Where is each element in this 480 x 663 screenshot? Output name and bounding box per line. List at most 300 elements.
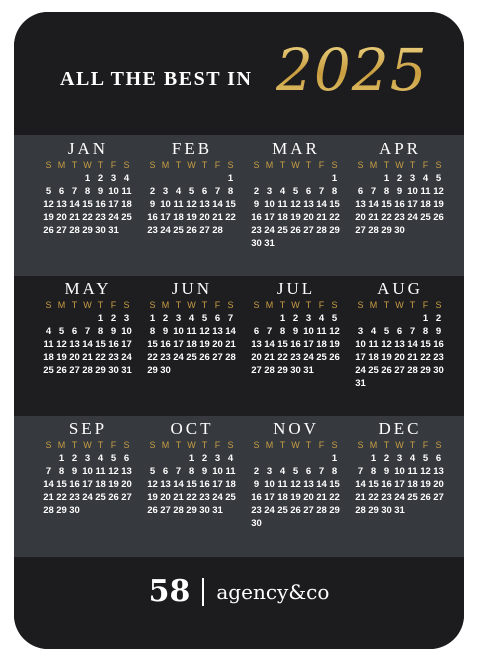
month-name: DEC (378, 419, 422, 438)
day-cell (367, 312, 380, 325)
day-cell (172, 172, 185, 185)
day-cell: 5 (110, 453, 117, 464)
weekday-label: T (71, 300, 78, 310)
day-cell: 27 (433, 492, 444, 503)
day-cell (406, 504, 419, 517)
day-cell: 23 (394, 212, 405, 223)
day-cell: 10 (303, 326, 314, 337)
day-cell: 8 (97, 326, 104, 337)
day-cell: 28 (316, 505, 327, 516)
month-sep (42, 420, 134, 517)
weekday-label: W (291, 160, 300, 170)
day-cell: 5 (45, 186, 52, 197)
day-cell: 18 (277, 212, 288, 223)
day-cell: 28 (225, 352, 236, 363)
day-cell: 6 (162, 466, 169, 477)
day-cell: 30 (290, 365, 301, 376)
day-cell (263, 312, 276, 325)
day-cell: 22 (56, 492, 67, 503)
day-cell: 20 (355, 212, 366, 223)
day-cell (393, 377, 406, 390)
day-cell: 9 (435, 326, 442, 337)
month-grid (42, 159, 134, 237)
day-cell: 30 (381, 505, 392, 516)
weekday-label: T (201, 300, 208, 310)
weekday-label: S (227, 160, 234, 170)
day-cell: 4 (409, 453, 416, 464)
month-grid (354, 299, 446, 390)
day-cell: 4 (279, 186, 286, 197)
day-cell: 12 (290, 199, 301, 210)
weekday-label: S (357, 160, 364, 170)
day-cell: 1 (370, 453, 377, 464)
day-cell: 18 (95, 479, 106, 490)
weekday-label: T (201, 160, 208, 170)
day-cell: 17 (303, 339, 314, 350)
weekday-label: M (369, 160, 378, 170)
weekday-label: W (187, 160, 196, 170)
day-cell: 3 (110, 173, 117, 184)
weekday-label: S (123, 300, 130, 310)
day-cell: 6 (396, 326, 403, 337)
day-cell: 28 (173, 505, 184, 516)
day-cell (432, 224, 445, 237)
day-cell (315, 172, 328, 185)
day-cell: 22 (147, 352, 158, 363)
day-cell: 28 (43, 505, 54, 516)
weekday-label: W (291, 440, 300, 450)
day-cell (315, 364, 328, 377)
day-cell: 17 (160, 212, 171, 223)
weekday-label: S (253, 440, 260, 450)
day-cell: 21 (264, 352, 275, 363)
day-cell: 23 (199, 492, 210, 503)
day-cell: 5 (383, 326, 390, 337)
weekday-label: T (201, 440, 208, 450)
day-cell: 30 (251, 518, 262, 529)
day-cell (315, 452, 328, 465)
day-cell (419, 504, 432, 517)
weekday-label: F (318, 300, 325, 310)
day-cell: 1 (84, 173, 91, 184)
day-cell: 11 (368, 339, 379, 350)
day-cell (289, 517, 302, 530)
day-cell (276, 517, 289, 530)
footer-number: 58 (148, 574, 191, 609)
day-cell: 23 (147, 225, 158, 236)
day-cell: 30 (95, 225, 106, 236)
day-cell: 7 (214, 186, 221, 197)
day-cell: 4 (45, 326, 52, 337)
day-cell: 30 (251, 238, 262, 249)
day-cell: 9 (71, 466, 78, 477)
weekday-label: S (149, 440, 156, 450)
day-cell: 6 (305, 186, 312, 197)
day-cell: 25 (420, 212, 431, 223)
day-cell (315, 517, 328, 530)
weekday-label: M (369, 440, 378, 450)
day-cell: 31 (212, 505, 223, 516)
day-cell: 4 (188, 313, 195, 324)
footer-brand (14, 574, 464, 609)
day-cell: 27 (56, 225, 67, 236)
day-cell (276, 237, 289, 250)
day-cell: 24 (355, 365, 366, 376)
day-cell (146, 172, 159, 185)
day-cell: 27 (303, 505, 314, 516)
weekday-label: W (395, 300, 404, 310)
day-cell: 30 (108, 365, 119, 376)
day-cell: 9 (253, 199, 260, 210)
day-cell: 26 (147, 505, 158, 516)
day-cell: 22 (225, 212, 236, 223)
day-cell: 22 (368, 492, 379, 503)
day-cell: 6 (214, 313, 221, 324)
day-cell: 23 (381, 492, 392, 503)
day-cell: 28 (264, 365, 275, 376)
month-name: JUN (171, 279, 213, 298)
day-cell: 20 (433, 479, 444, 490)
day-cell: 1 (331, 173, 338, 184)
day-cell (120, 224, 133, 237)
weekday-label: T (175, 440, 182, 450)
day-cell: 6 (71, 326, 78, 337)
day-cell: 22 (329, 212, 340, 223)
day-cell: 27 (394, 365, 405, 376)
day-cell (393, 312, 406, 325)
day-cell: 8 (370, 466, 377, 477)
day-cell: 12 (433, 186, 444, 197)
day-cell: 11 (186, 326, 197, 337)
day-cell: 6 (58, 186, 65, 197)
weekday-label: S (45, 440, 52, 450)
day-cell: 29 (82, 225, 93, 236)
day-cell: 2 (97, 173, 104, 184)
day-cell (354, 312, 367, 325)
day-cell: 30 (160, 365, 171, 376)
day-cell: 13 (160, 479, 171, 490)
day-cell (302, 172, 315, 185)
day-cell: 15 (368, 479, 379, 490)
weekday-label: S (331, 300, 338, 310)
day-cell: 13 (303, 199, 314, 210)
day-cell: 7 (71, 186, 78, 197)
day-cell: 14 (82, 339, 93, 350)
day-cell: 23 (290, 352, 301, 363)
day-cell: 29 (329, 225, 340, 236)
day-cell: 13 (121, 466, 132, 477)
footer-divider (202, 578, 204, 606)
day-cell: 16 (199, 479, 210, 490)
day-cell (42, 452, 55, 465)
day-cell: 23 (251, 225, 262, 236)
weekday-label: M (57, 440, 66, 450)
weekday-label: T (97, 160, 104, 170)
day-cell: 3 (214, 453, 221, 464)
day-cell: 18 (277, 492, 288, 503)
month-jul (250, 280, 342, 377)
day-cell: 4 (422, 173, 429, 184)
day-cell (276, 452, 289, 465)
month-grid (354, 159, 446, 237)
day-cell: 30 (69, 505, 80, 516)
weekday-label: F (214, 440, 221, 450)
day-cell: 29 (186, 505, 197, 516)
day-cell: 20 (212, 339, 223, 350)
day-cell: 12 (199, 326, 210, 337)
day-cell: 21 (225, 339, 236, 350)
day-cell: 27 (121, 492, 132, 503)
day-cell: 6 (123, 453, 130, 464)
day-cell: 3 (357, 326, 364, 337)
day-cell: 11 (43, 339, 54, 350)
day-cell: 9 (110, 326, 117, 337)
weekday-label: M (57, 300, 66, 310)
month-grid (146, 159, 238, 237)
weekday-label: M (265, 440, 274, 450)
day-cell: 29 (95, 365, 106, 376)
weekday-label: S (123, 160, 130, 170)
day-cell: 24 (108, 212, 119, 223)
day-cell: 18 (186, 339, 197, 350)
day-cell: 24 (173, 352, 184, 363)
day-cell: 31 (121, 365, 132, 376)
day-cell: 21 (368, 212, 379, 223)
weekday-label: T (175, 160, 182, 170)
weekday-label: M (265, 160, 274, 170)
day-cell: 8 (422, 326, 429, 337)
month-grid (42, 439, 134, 517)
day-cell: 1 (149, 313, 156, 324)
day-cell: 29 (420, 365, 431, 376)
weekday-label: W (187, 300, 196, 310)
day-cell: 21 (316, 492, 327, 503)
day-cell: 10 (264, 199, 275, 210)
day-cell: 2 (149, 186, 156, 197)
day-cell: 13 (303, 479, 314, 490)
day-cell: 8 (331, 466, 338, 477)
month-name: FEB (171, 139, 213, 158)
day-cell: 10 (108, 186, 119, 197)
day-cell (302, 517, 315, 530)
weekday-label: M (369, 300, 378, 310)
day-cell: 25 (277, 225, 288, 236)
weekday-label: T (279, 160, 286, 170)
weekday-label: S (331, 440, 338, 450)
day-cell: 16 (147, 212, 158, 223)
day-cell: 10 (121, 326, 132, 337)
day-cell: 20 (69, 352, 80, 363)
day-cell: 9 (149, 199, 156, 210)
day-cell: 25 (225, 492, 236, 503)
day-cell (81, 504, 94, 517)
day-cell: 18 (173, 212, 184, 223)
day-cell: 17 (173, 339, 184, 350)
day-cell: 21 (69, 212, 80, 223)
day-cell: 19 (108, 479, 119, 490)
day-cell: 5 (435, 173, 442, 184)
day-cell: 18 (225, 479, 236, 490)
day-cell: 9 (253, 479, 260, 490)
day-cell: 11 (277, 199, 288, 210)
day-cell: 27 (69, 365, 80, 376)
day-cell: 1 (58, 453, 65, 464)
day-cell: 5 (188, 186, 195, 197)
weekday-label: M (265, 300, 274, 310)
day-cell: 23 (433, 352, 444, 363)
weekday-label: F (318, 440, 325, 450)
day-cell: 17 (108, 199, 119, 210)
day-cell: 4 (123, 173, 130, 184)
day-cell (159, 172, 172, 185)
day-cell: 1 (227, 173, 234, 184)
day-cell: 7 (45, 466, 52, 477)
day-cell: 26 (43, 225, 54, 236)
day-cell: 11 (316, 326, 327, 337)
tagline: ALL THE BEST IN (60, 68, 253, 90)
month-feb (146, 140, 238, 237)
day-cell: 19 (199, 339, 210, 350)
day-cell: 16 (108, 339, 119, 350)
day-cell: 30 (199, 505, 210, 516)
day-cell: 26 (433, 212, 444, 223)
day-cell: 11 (173, 199, 184, 210)
weekday-label: T (383, 300, 390, 310)
weekday-label: S (45, 300, 52, 310)
day-cell (81, 312, 94, 325)
day-cell (263, 452, 276, 465)
month-dec (354, 420, 446, 517)
day-cell: 23 (108, 352, 119, 363)
day-cell: 15 (329, 199, 340, 210)
day-cell: 8 (227, 186, 234, 197)
day-cell: 11 (121, 186, 132, 197)
day-cell (302, 452, 315, 465)
day-cell: 14 (69, 199, 80, 210)
month-name: MAR (272, 139, 320, 158)
footer (14, 558, 464, 649)
day-cell: 17 (394, 479, 405, 490)
day-cell: 13 (355, 199, 366, 210)
day-cell: 23 (69, 492, 80, 503)
day-cell: 29 (56, 505, 67, 516)
weekday-label: T (279, 300, 286, 310)
day-cell: 1 (422, 313, 429, 324)
day-cell: 22 (95, 352, 106, 363)
day-cell: 1 (383, 173, 390, 184)
day-cell (315, 237, 328, 250)
weekday-label: W (395, 160, 404, 170)
day-cell: 22 (82, 212, 93, 223)
day-cell: 7 (409, 326, 416, 337)
day-cell (198, 172, 211, 185)
day-cell: 25 (316, 352, 327, 363)
day-cell: 16 (251, 492, 262, 503)
day-cell: 15 (56, 479, 67, 490)
day-cell: 14 (212, 199, 223, 210)
day-cell: 9 (162, 326, 169, 337)
day-cell: 14 (407, 339, 418, 350)
day-cell: 27 (199, 225, 210, 236)
weekday-label: M (161, 160, 170, 170)
day-cell: 28 (69, 225, 80, 236)
day-cell: 16 (433, 339, 444, 350)
day-cell: 25 (43, 365, 54, 376)
weekday-label: T (97, 440, 104, 450)
day-cell: 3 (305, 313, 312, 324)
weekday-label: F (214, 160, 221, 170)
day-cell (120, 504, 133, 517)
day-cell: 13 (56, 199, 67, 210)
month-name: APR (378, 139, 422, 158)
day-cell: 27 (303, 225, 314, 236)
day-cell: 16 (160, 339, 171, 350)
month-mar (250, 140, 342, 250)
day-cell: 11 (225, 466, 236, 477)
weekday-label: W (83, 300, 92, 310)
weekday-label: S (123, 440, 130, 450)
weekday-label: T (409, 440, 416, 450)
day-cell: 16 (290, 339, 301, 350)
weekday-label: S (227, 440, 234, 450)
day-cell (380, 377, 393, 390)
day-cell: 20 (199, 212, 210, 223)
day-cell (172, 452, 185, 465)
day-cell: 10 (264, 479, 275, 490)
day-cell (432, 504, 445, 517)
day-cell (94, 504, 107, 517)
day-cell (211, 172, 224, 185)
day-cell: 31 (303, 365, 314, 376)
day-cell: 28 (407, 365, 418, 376)
day-cell: 13 (69, 339, 80, 350)
day-cell: 9 (383, 466, 390, 477)
weekday-label: S (357, 440, 364, 450)
day-cell: 26 (56, 365, 67, 376)
day-cell (289, 452, 302, 465)
day-cell: 3 (266, 186, 273, 197)
day-cell: 19 (56, 352, 67, 363)
day-cell: 8 (84, 186, 91, 197)
day-cell: 17 (121, 339, 132, 350)
day-cell: 7 (318, 186, 325, 197)
weekday-label: W (83, 160, 92, 170)
day-cell (42, 172, 55, 185)
day-cell (328, 364, 341, 377)
day-cell: 19 (290, 492, 301, 503)
day-cell (263, 172, 276, 185)
day-cell: 24 (407, 212, 418, 223)
day-cell (224, 504, 237, 517)
day-cell: 15 (420, 339, 431, 350)
day-cell: 19 (290, 212, 301, 223)
month-grid (146, 299, 238, 377)
day-cell (224, 364, 237, 377)
day-cell: 31 (108, 225, 119, 236)
day-cell: 21 (355, 492, 366, 503)
month-name: NOV (273, 419, 319, 438)
day-cell: 20 (56, 212, 67, 223)
day-cell: 5 (422, 453, 429, 464)
day-cell: 7 (266, 326, 273, 337)
day-cell: 9 (201, 466, 208, 477)
weekday-label: F (318, 160, 325, 170)
day-cell: 15 (277, 339, 288, 350)
day-cell: 18 (368, 352, 379, 363)
day-cell: 27 (212, 352, 223, 363)
month-apr (354, 140, 446, 237)
day-cell (406, 224, 419, 237)
